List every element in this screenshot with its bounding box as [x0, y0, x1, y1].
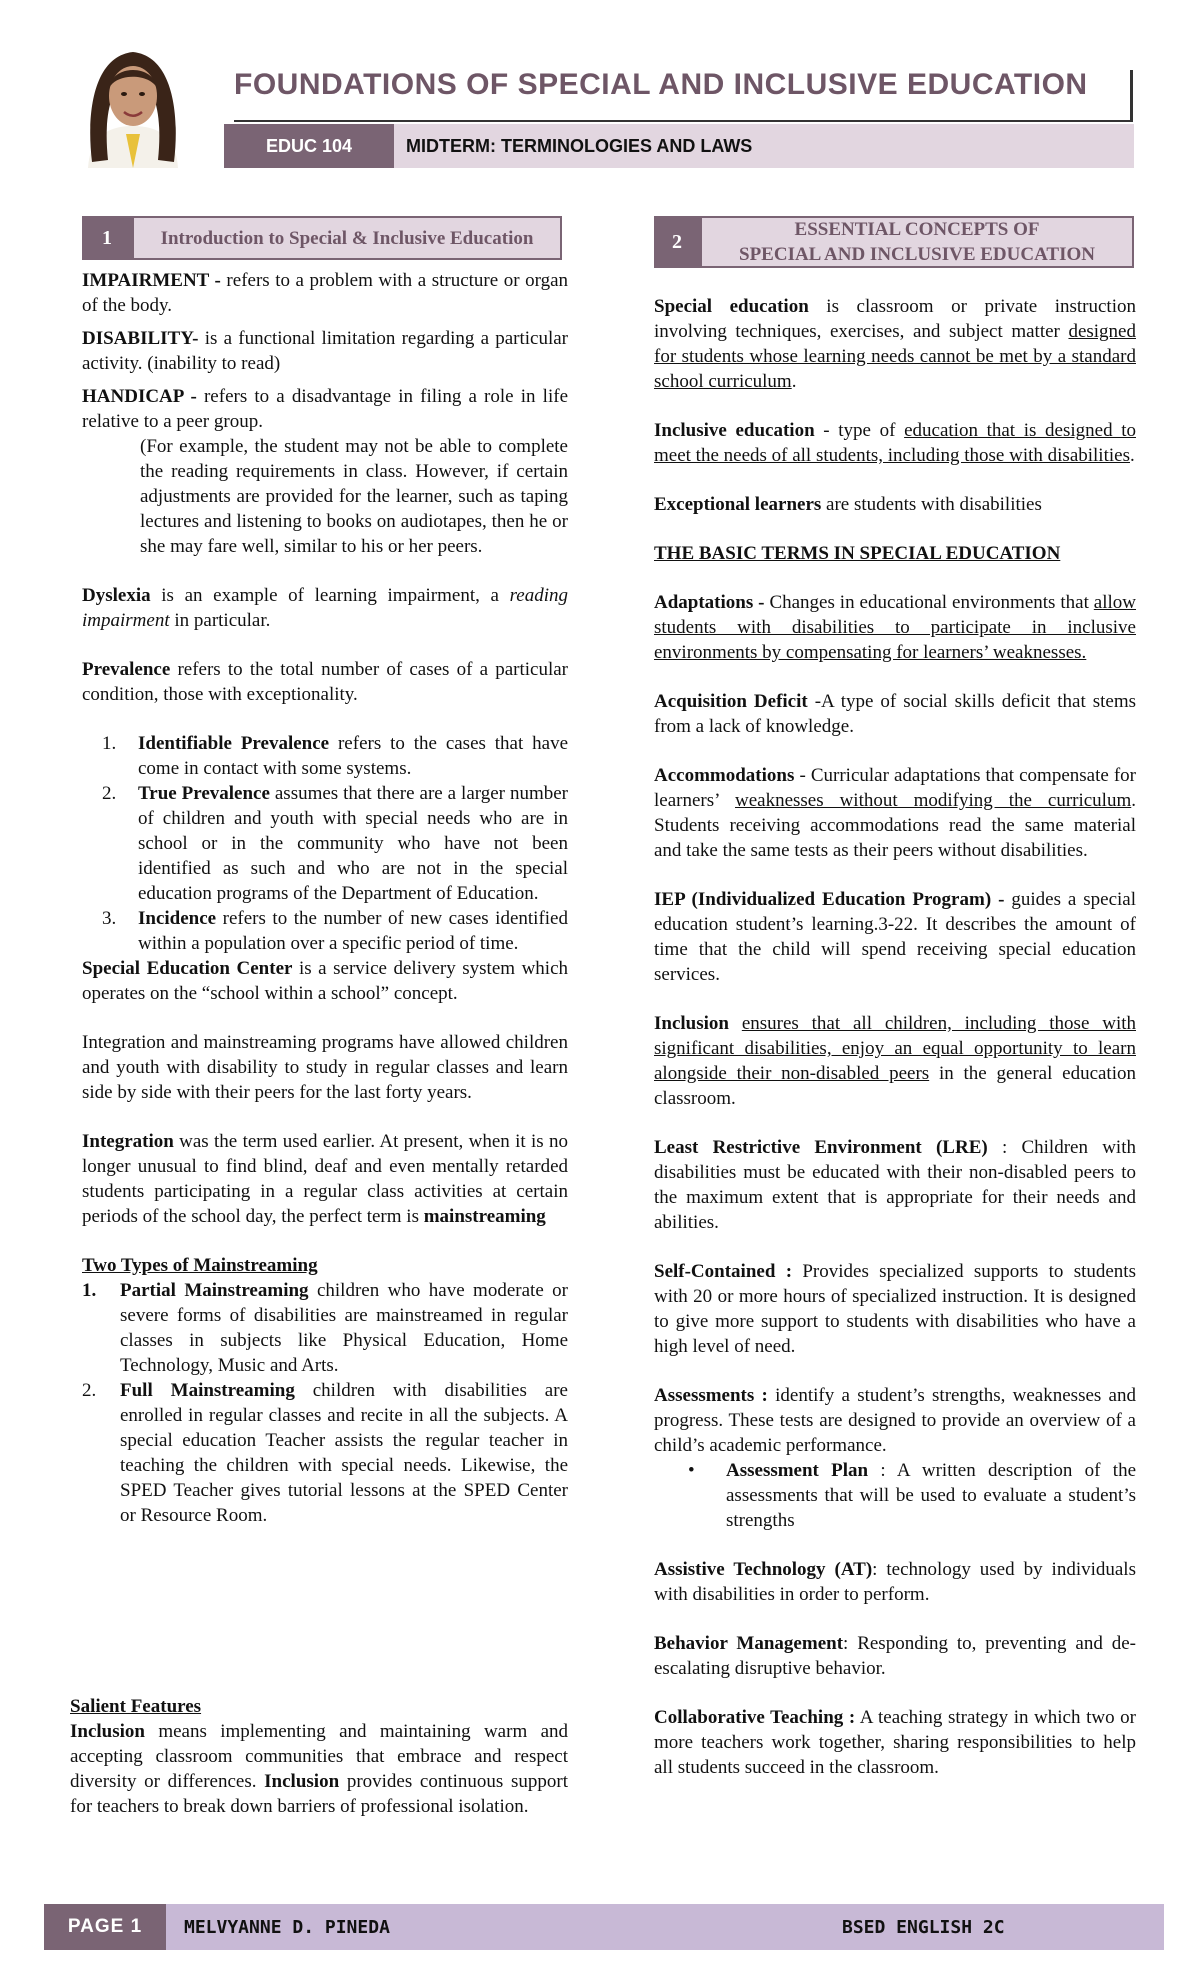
- list-item-number: 1.: [82, 1280, 97, 1301]
- special-education-paragraph: Special education is classroom or private instruction involving techniques, exercises, and subject matter designed for students whose learning needs cannot be met by a standard school curriculum.: [654, 296, 1136, 392]
- document-title: FOUNDATIONS OF SPECIAL AND INCLUSIVE EDUCATION: [234, 68, 1088, 101]
- list-item: [82, 781, 568, 906]
- accommodations-paragraph: Accommodations - Curricular adaptations that compensate for learners’ weaknesses without modifying the curriculum. Students receiving accommodations read the same material and take the same tests as their peers without disabilities.: [654, 765, 1136, 861]
- list-item-definition: refers to the number of new cases identified within a population over a specific period of time.: [138, 908, 568, 954]
- footer-class: BSED ENGLISH 2C: [842, 1916, 1005, 1938]
- list-item-term: Identifiable Prevalence: [138, 733, 330, 754]
- section-1-title: Introduction to Special & Inclusive Education: [132, 216, 562, 260]
- inclusive-education-paragraph: Inclusive education - type of education that is designed to meet the needs of all students, including those with disabilities.: [654, 420, 1136, 466]
- course-code: EDUC 104: [224, 124, 394, 168]
- integration-paragraph: Integration was the term used earlier. At present, when it is no longer unusual to find blind, deaf and even mentally retarded students participating in a regular class activities at certain periods of the school day, the perfect term is mainstreaming: [82, 1131, 568, 1227]
- exceptional-learners-paragraph: Exceptional learners are students with disabilities: [654, 494, 1042, 515]
- handicap-example: (For example, the student may not be able to complete the reading requirements in class. However, if certain adjustments are provided for the learner, such as taping lectures and listening to books on audiotapes, then he or she may fare well, similar to his or her peers.: [140, 436, 568, 557]
- list-item: [82, 731, 568, 781]
- right-column: [654, 294, 1136, 1804]
- lre-paragraph: Least Restrictive Environment (LRE) : Children with disabilities must be educated with their non-disabled peers to the maximum extent that is appropriate for their needs and abilities.: [654, 1137, 1136, 1233]
- list-item-number: 1.: [102, 733, 117, 754]
- impairment-paragraph: IMPAIRMENT - refers to a problem with a structure or organ of the body.: [82, 270, 568, 316]
- prevalence-list: [82, 731, 568, 956]
- integration-intro: Integration and mainstreaming programs have allowed children and youth with disability to study in regular classes and learn side by side with their peers for the last forty years.: [82, 1032, 568, 1103]
- list-item: [82, 906, 568, 956]
- section-2-title: [700, 216, 1134, 268]
- title-side-rule: [1130, 70, 1133, 122]
- list-item-term: Partial Mainstreaming: [120, 1280, 309, 1301]
- list-item-definition: assumes that there are a larger number of children and youth with special needs who are in school or in the community who have not been identified as such and who are not in the special education programs of the Department of Education.: [138, 783, 568, 904]
- iep-paragraph: IEP (Individualized Education Program) - guides a special education student’s learning.3-22. It describes the amount of time that the child will spend receiving special education services.: [654, 889, 1137, 985]
- author-photo: [70, 42, 196, 168]
- salient-paragraph: Inclusion means implementing and maintaining warm and accepting classroom communities that embrace and respect diversity or differences. Inclusion provides continuous support for teachers to break down barriers of professional isolation.: [70, 1721, 568, 1817]
- list-item-term: True Prevalence: [138, 783, 270, 804]
- section-1-number: 1: [82, 216, 132, 260]
- dyslexia-paragraph: Dyslexia is an example of learning impairment, a reading impairment in particular.: [82, 585, 568, 631]
- salient-section: [70, 1694, 568, 1843]
- disability-paragraph: DISABILITY- is a functional limitation regarding a particular activity. (inability to read): [82, 328, 568, 374]
- bullet: •: [688, 1460, 695, 1481]
- list-item-term: Incidence: [138, 908, 217, 929]
- basic-terms-heading: THE BASIC TERMS IN SPECIAL EDUCATION: [654, 543, 1061, 564]
- list-item: [82, 1278, 568, 1378]
- section-2-number: 2: [654, 216, 700, 268]
- list-item-definition: refers to the cases that have come in contact with some systems.: [138, 733, 568, 779]
- prevalence-paragraph: Prevalence refers to the total number of cases of a particular condition, those with exceptionality.: [82, 659, 568, 705]
- list-item-number: 2.: [102, 783, 117, 804]
- sped-center-paragraph: Special Education Center is a service delivery system which operates on the “school within a school” concept.: [82, 958, 568, 1004]
- subtitle: MIDTERM: TERMINOLOGIES AND LAWS: [406, 135, 753, 156]
- list-item: [82, 1378, 568, 1528]
- salient-heading: Salient Features: [70, 1696, 202, 1717]
- section-2-title-line1: ESSENTIAL CONCEPTS OF: [794, 219, 1040, 240]
- mainstreaming-heading: Two Types of Mainstreaming: [82, 1255, 318, 1276]
- mainstreaming-list: [82, 1278, 568, 1528]
- assessment-plan-item: • Assessment Plan : A written description of the assessments that will be used to evaluate a student’s strengths: [682, 1458, 1136, 1533]
- adaptations-paragraph: Adaptations - Changes in educational environments that allow students with disabilities to participate in inclusive environments by compensating for learners’ weaknesses.: [654, 592, 1137, 663]
- assessments-paragraph: Assessments : identify a student’s strengths, weaknesses and progress. These tests are designed to provide an overview of a child’s academic performance.: [654, 1385, 1136, 1456]
- acquisition-deficit-paragraph: Acquisition Deficit -A type of social skills deficit that stems from a lack of knowledge.: [654, 691, 1136, 737]
- behavior-management-paragraph: Behavior Management: Responding to, preventing and de-escalating disruptive behavior.: [654, 1633, 1137, 1679]
- footer-author: MELVYANNE D. PINEDA: [184, 1916, 390, 1938]
- left-column: [82, 268, 568, 1552]
- list-item-definition: children with disabilities are enrolled in regular classes and recite in all the subjects. A special education Teacher assists the regular teacher in teaching the children with special needs. Likewise, the SPED Teacher gives tutorial lessons at the SPED Center or Resource Room.: [120, 1380, 568, 1526]
- self-contained-paragraph: Self-Contained : Provides specialized supports to students with 20 or more hours of specialized instruction. It is designed to give more support to students with disabilities who have a high level of need.: [654, 1261, 1136, 1357]
- collaborative-teaching-paragraph: Collaborative Teaching : A teaching strategy in which two or more teachers work together, sharing responsibilities to help all students succeed in the classroom.: [654, 1707, 1137, 1778]
- page-number: PAGE 1: [44, 1904, 166, 1950]
- list-item-number: 3.: [102, 908, 117, 929]
- list-item-number: 2.: [82, 1380, 97, 1401]
- section-2-title-line2: SPECIAL AND INCLUSIVE EDUCATION: [739, 244, 1095, 265]
- list-item-term: Full Mainstreaming: [120, 1380, 295, 1401]
- title-underline: [234, 120, 1132, 122]
- handicap-paragraph: HANDICAP - refers to a disadvantage in filing a role in life relative to a peer group.: [82, 386, 568, 432]
- assistive-technology-paragraph: Assistive Technology (AT): technology used by individuals with disabilities in order to perform.: [654, 1559, 1136, 1605]
- inclusion-paragraph: Inclusion ensures that all children, including those with significant disabilities, enjoy an equal opportunity to learn alongside their non-disabled peers in the general education classroom.: [654, 1013, 1136, 1109]
- list-item-definition: children who have moderate or severe forms of disabilities are mainstreamed in regular classes in subjects like Physical Education, Home Technology, Music and Arts.: [120, 1280, 568, 1376]
